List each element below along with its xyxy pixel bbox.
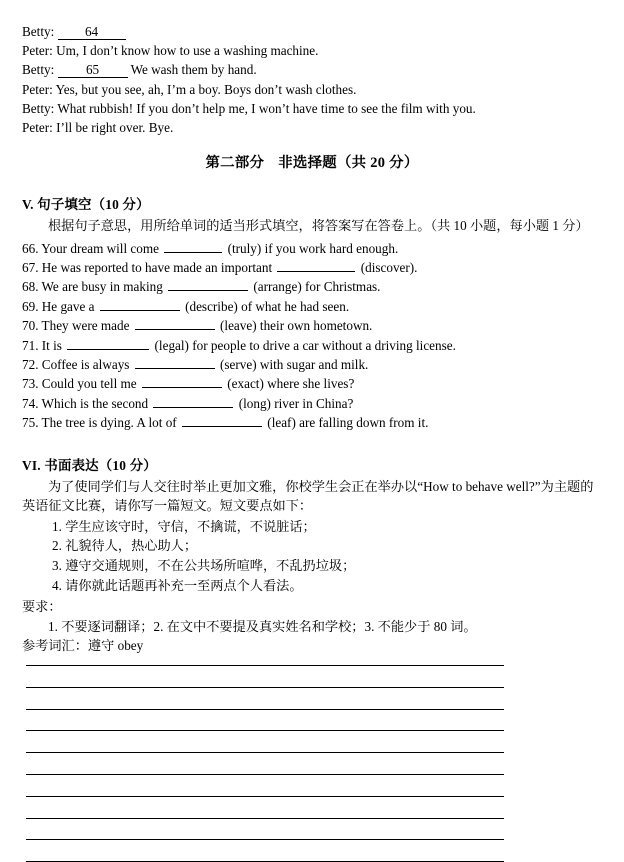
question-answer-blank[interactable] bbox=[277, 258, 355, 272]
question-number: 72. bbox=[22, 357, 39, 373]
section-v-heading bbox=[22, 194, 606, 213]
question-text-before-blank: He gave a bbox=[41, 298, 95, 314]
writing-point: 3. 遵守交通规则，不在公共场所喧哗，不乱扔垃圾； bbox=[52, 558, 356, 574]
dialogue-line bbox=[22, 41, 606, 60]
answer-write-line[interactable] bbox=[26, 687, 504, 688]
question-text-after-blank: (exact) where she lives? bbox=[227, 376, 355, 392]
question-text-after-blank: (leaf) are falling down from it. bbox=[267, 415, 429, 431]
question-text-after-blank: (arrange) for Christmas. bbox=[253, 279, 381, 295]
section-v-numeral: V. bbox=[22, 197, 34, 213]
part-two-heading-left: 第二部分 bbox=[205, 155, 265, 172]
section-v-title: 句子填空（10 分） bbox=[37, 197, 150, 213]
dialogue-text: What rubbish! If you don’t help me, I won’t have time to see the film with you. bbox=[57, 100, 476, 116]
question-item bbox=[22, 297, 606, 316]
answer-write-line[interactable] bbox=[26, 818, 504, 819]
question-item bbox=[22, 316, 606, 335]
question-answer-blank[interactable] bbox=[142, 374, 222, 388]
question-text-before-blank: We are busy in making bbox=[41, 279, 163, 295]
question-text-after-blank: (discover). bbox=[360, 260, 418, 276]
dialogue-speaker: Peter: bbox=[22, 81, 53, 97]
dialogue-line bbox=[22, 60, 606, 79]
answer-write-line[interactable] bbox=[26, 839, 504, 840]
question-number: 69. bbox=[22, 298, 39, 314]
dialogue-blank-64[interactable]: 64 bbox=[58, 24, 126, 40]
question-number: 74. bbox=[22, 395, 39, 411]
question-item bbox=[22, 413, 606, 432]
question-text-before-blank: The tree is dying. A lot of bbox=[41, 415, 177, 431]
dialogue-speaker: Betty: bbox=[22, 100, 55, 116]
dialogue-text: I’ll be right over. Bye. bbox=[56, 120, 174, 136]
dialogue-speaker: Peter: bbox=[22, 120, 53, 136]
question-number: 73. bbox=[22, 376, 39, 392]
writing-point: 2. 礼貌待人，热心助人； bbox=[52, 538, 198, 554]
dialogue-line bbox=[22, 22, 606, 41]
part-two-heading-right: 非选择题（共 20 分） bbox=[278, 155, 419, 172]
question-text-before-blank: Which is the second bbox=[41, 395, 149, 411]
question-text-before-blank: He was reported to have made an important bbox=[41, 260, 273, 276]
question-answer-blank[interactable] bbox=[135, 355, 215, 369]
question-text-after-blank: (leave) their own hometown. bbox=[220, 318, 373, 334]
question-text-after-blank: (truly) if you work hard enough. bbox=[227, 240, 399, 256]
question-item bbox=[22, 277, 606, 296]
question-text-before-blank: They were made bbox=[41, 318, 130, 334]
question-text-before-blank: It is bbox=[41, 337, 62, 353]
answer-write-line[interactable] bbox=[26, 774, 504, 775]
question-item bbox=[22, 336, 606, 355]
dialogue-text: Yes, but you see, ah, I’m a boy. Boys don’t wash clothes. bbox=[55, 81, 357, 97]
question-item bbox=[22, 355, 606, 374]
dialogue-blank-65[interactable]: 65 bbox=[58, 62, 128, 78]
writing-point: 4. 请你就此话题再补充一至两点个人看法。 bbox=[52, 577, 303, 593]
question-text-after-blank: (long) river in China? bbox=[238, 395, 354, 411]
writing-requirements-text: 1. 不要逐词翻译；2. 在文中不要提及真实姓名和学校；3. 不能少于 80 词。 bbox=[48, 618, 477, 634]
dialogue-text-after-blank: We wash them by hand. bbox=[130, 62, 257, 78]
dialogue-speaker: Peter: bbox=[22, 43, 53, 59]
question-item bbox=[22, 394, 606, 413]
question-item bbox=[22, 239, 606, 258]
question-text-before-blank: Coffee is always bbox=[41, 357, 130, 373]
question-text-after-blank: (legal) for people to drive a car without a driving license. bbox=[154, 337, 456, 353]
question-answer-blank[interactable] bbox=[164, 239, 222, 253]
question-number: 66. bbox=[22, 240, 39, 256]
writing-task-points bbox=[22, 517, 606, 595]
section-v-intro: 根据句子意思，用所给单词的适当形式填空，将答案写在答卷上。（共 10 小题，每小题 1 分） bbox=[48, 218, 589, 234]
part-two-heading bbox=[18, 151, 606, 172]
question-answer-blank[interactable] bbox=[182, 413, 262, 427]
writing-requirements-label: 要求： bbox=[22, 599, 62, 615]
dialogue-text: Um, I don’t know how to use a washing machine. bbox=[56, 43, 319, 59]
dialogue-line bbox=[22, 80, 606, 99]
section-vi-heading bbox=[22, 455, 606, 474]
question-text-after-blank: (describe) of what he had seen. bbox=[185, 298, 350, 314]
answer-write-line[interactable] bbox=[26, 730, 504, 731]
question-answer-blank[interactable] bbox=[153, 394, 233, 408]
question-text-after-blank: (serve) with sugar and milk. bbox=[220, 357, 369, 373]
answer-write-line[interactable] bbox=[26, 665, 504, 666]
question-answer-blank[interactable] bbox=[135, 316, 215, 330]
question-number: 71. bbox=[22, 337, 39, 353]
question-item bbox=[22, 374, 606, 393]
question-item bbox=[22, 258, 606, 277]
question-answer-blank[interactable] bbox=[168, 277, 248, 291]
fill-in-blank-question-list bbox=[22, 239, 606, 433]
dialogue-line bbox=[22, 99, 606, 118]
dialogue-speaker: Betty: bbox=[22, 24, 55, 39]
dialogue-line bbox=[22, 118, 606, 137]
question-answer-blank[interactable] bbox=[67, 336, 149, 350]
question-number: 68. bbox=[22, 279, 39, 295]
writing-vocabulary-hint: 参考词汇：遵守 obey bbox=[22, 638, 144, 654]
question-number: 67. bbox=[22, 260, 39, 276]
writing-point: 1. 学生应该守时，守信，不擒谎，不说脏话； bbox=[52, 518, 316, 534]
question-answer-blank[interactable] bbox=[100, 297, 180, 311]
section-vi-numeral: VI. bbox=[22, 457, 41, 473]
question-text-before-blank: Could you tell me bbox=[41, 376, 137, 392]
question-number: 70. bbox=[22, 318, 39, 334]
answer-write-line[interactable] bbox=[26, 709, 504, 710]
dialogue-speaker: Betty: bbox=[22, 62, 55, 78]
section-vi-title: 书面表达（10 分） bbox=[44, 457, 157, 473]
question-text-before-blank: Your dream will come bbox=[41, 240, 159, 256]
answer-write-line[interactable] bbox=[26, 752, 504, 753]
answer-ruled-lines bbox=[18, 665, 606, 862]
dialogue-block bbox=[22, 22, 606, 137]
question-number: 75. bbox=[22, 415, 39, 431]
writing-task-intro: 为了使同学们与人交往时举止更加文雅，你校学生会正在举办以“How to behave well?”为主题的英语征文比赛，请你写一篇短文。短文要点如下： bbox=[22, 478, 594, 514]
